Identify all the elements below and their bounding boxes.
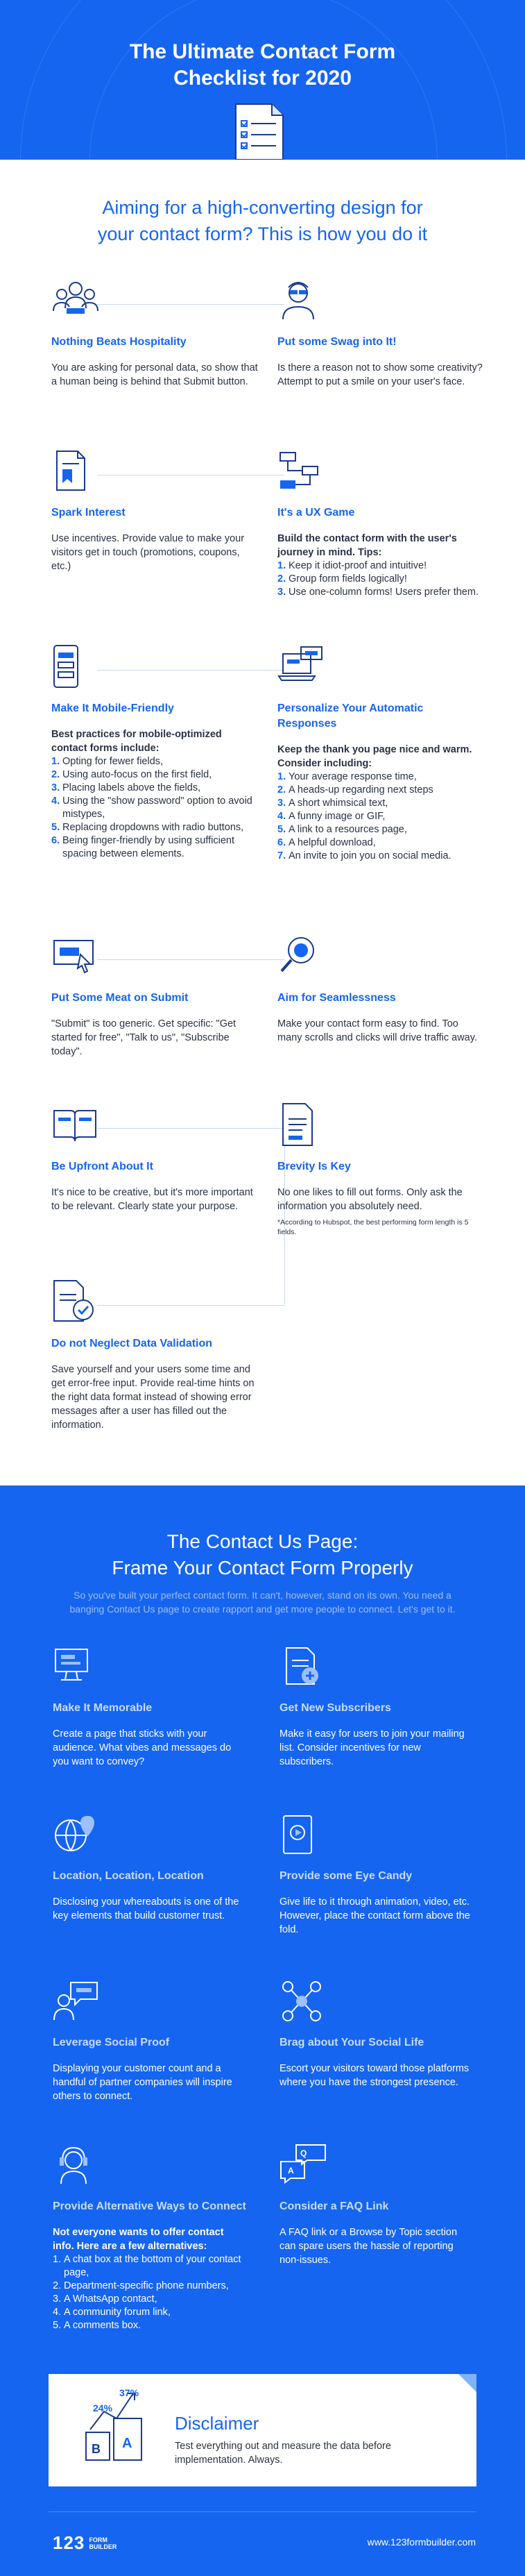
tip-text: Save yourself and your users some time and get error-free input. Provide real-time hints on the right data format instead of showing error messages after a user has filled out the information.: [51, 1364, 255, 1431]
short-document-icon: [277, 1102, 326, 1147]
tip-social: [279, 1980, 474, 2089]
tip-text: Create a page that sticks with your audience. What vibes and messages do you want to convey?: [53, 1728, 232, 1767]
list-item: 6. A helpful download,: [277, 837, 376, 848]
section-title: The Contact Us Page: Frame Your Contact Form Properly: [112, 1531, 413, 1579]
tip-title: Make It Memorable: [53, 1702, 153, 1714]
svg-text:A: A: [288, 2166, 294, 2175]
qa-bubbles-icon: [279, 2144, 328, 2187]
list-item: 2. Using auto-focus on the first field,: [51, 769, 212, 780]
tip-title: Consider a FAQ Link: [279, 2200, 389, 2212]
tip-text: It's nice to be creative, but it's more important to be relevant. Clearly state your purpose.: [51, 1187, 253, 1212]
tip-title: Provide Alternative Ways to Connect: [53, 2200, 246, 2212]
tip-text: Give life to it through animation, video, etc. However, place the contact form above the fold.: [279, 1896, 470, 1935]
monitor-icon: [53, 1645, 101, 1688]
tip-title: It's a UX Game: [277, 507, 355, 519]
tip-list: [51, 755, 259, 861]
list-item: 3. A short whimsical text,: [277, 798, 388, 809]
stat-b-label: 37%: [119, 2387, 139, 2398]
tip-proof: [53, 1980, 247, 2103]
people-group-icon: [51, 278, 100, 322]
tip-faq: [279, 2144, 474, 2267]
list-item: 4. Using the "show password" option to avoid mistypes,: [51, 795, 252, 820]
list-item: 3. A WhatsApp contact,: [53, 2293, 157, 2305]
list-item: 4. A funny image or GIF,: [277, 811, 386, 822]
list-item: 2. A heads-up regarding next steps: [277, 784, 433, 795]
magnifier-icon: [277, 934, 326, 978]
tip-seamless: [277, 934, 485, 1045]
list-item: 2. Department-specific phone numbers,: [53, 2280, 229, 2291]
tip-footnote: *According to Hubspot, the best performing form length is 5 fields.: [277, 1218, 469, 1236]
tip-title: Get New Subscribers: [279, 1702, 391, 1714]
page-title: The Ultimate Contact Form Checklist for 2020: [129, 40, 396, 90]
tip-memorable: [53, 1645, 247, 1769]
list-item: 5. A comments box.: [53, 2320, 141, 2331]
newsletter-icon: [279, 1645, 328, 1688]
tip-text: Displaying your customer count and a handful of partner companies will inspire others to connect.: [53, 2063, 232, 2102]
tip-title: Aim for Seamlessness: [277, 992, 396, 1004]
list-item: 6. Being finger-friendly by using sufficient spacing between elements.: [51, 835, 234, 859]
tip-title: Personalize Your Automatic Responses: [277, 702, 424, 730]
bookmark-document-icon: [51, 448, 100, 493]
tip-title: Provide some Eye Candy: [279, 1870, 413, 1882]
submit-form-icon: [51, 934, 100, 978]
open-book-icon: [51, 1102, 100, 1147]
tip-title: Leverage Social Proof: [53, 2037, 170, 2048]
tip-lead: Not everyone wants to offer contact info. Here are a few alternatives:: [53, 2227, 224, 2252]
list-item: 1. A chat box at the bottom of your contact page,: [53, 2254, 241, 2278]
flow-chart-icon: [277, 448, 326, 493]
mobile-phone-icon: [51, 644, 100, 689]
globe-pin-icon: [53, 1813, 101, 1856]
variant-b-label: B: [92, 2442, 101, 2456]
tip-text: No one likes to fill out forms. Only ask the information you absolutely need.: [277, 1187, 463, 1212]
tip-upfront: [51, 1102, 259, 1213]
tip-title: Make It Mobile-Friendly: [51, 702, 174, 714]
tip-location: [53, 1813, 247, 1923]
list-item: 1. Keep it idiot-proof and intuitive!: [277, 560, 427, 571]
tip-list: [277, 559, 485, 599]
validated-form-icon: [51, 1279, 100, 1324]
tip-alternatives: [53, 2144, 247, 2332]
list-item: 3. Placing labels above the fields,: [51, 782, 201, 793]
speaker-chat-icon: [53, 1980, 101, 2023]
intro-heading: Aiming for a high-converting design for your contact form? This is how you do it: [97, 197, 428, 244]
tip-text: Use incentives. Provide value to make your visitors get in touch (promotions, coupons, etc.): [51, 533, 245, 572]
tip-subscribers: [279, 1645, 474, 1769]
tip-list: [53, 2253, 247, 2332]
variant-a-label: A: [122, 2436, 132, 2451]
tip-lead: Build the contact form with the user's journey in mind. Tips:: [277, 533, 457, 558]
tip-ux: [277, 448, 485, 599]
tip-title: Put Some Meat on Submit: [51, 992, 189, 1004]
list-item: 2. Group form fields logically!: [277, 573, 407, 584]
tip-eyecandy: [279, 1813, 474, 1937]
tip-brevity: [277, 1102, 485, 1237]
tip-text: "Submit" is too generic. Get specific: "Get started for free", "Talk to us", "Subscribe today".: [51, 1018, 236, 1057]
tip-title: Location, Location, Location: [53, 1870, 204, 1882]
svg-text:Q: Q: [300, 2148, 307, 2158]
hero-banner: [0, 0, 525, 160]
brand-logo[interactable]: 123 FORM BUILDER: [53, 2532, 117, 2553]
ab-test-chart-icon: [76, 2384, 160, 2474]
tip-hospitality: [51, 278, 259, 389]
tip-list: [277, 771, 485, 863]
tip-text: Escort your visitors toward those platforms where you have the strongest presence.: [279, 2063, 470, 2088]
tip-swag: [277, 278, 485, 389]
tip-title: Brevity Is Key: [277, 1161, 351, 1172]
tip-title: Nothing Beats Hospitality: [51, 336, 187, 348]
network-icon: [279, 1980, 328, 2023]
list-item: 1. Your average response time,: [277, 771, 417, 782]
tip-lead: Keep the thank you page nice and warm. Consider including:: [277, 744, 472, 769]
tip-title: Do not Neglect Data Validation: [51, 1338, 213, 1349]
disclaimer-text: Test everything out and measure the data before implementation. Always.: [175, 2441, 391, 2466]
laptop-chat-icon: [277, 644, 326, 689]
headset-icon: [53, 2144, 101, 2187]
tip-lead: Best practices for mobile-optimized contact forms include:: [51, 729, 222, 754]
tip-title: Be Upfront About It: [51, 1161, 153, 1172]
footer-divider: [49, 2511, 476, 2512]
checklist-document-icon: [234, 103, 284, 160]
website-link[interactable]: www.123formbuilder.com: [367, 2536, 476, 2548]
tip-mobile: [51, 644, 259, 861]
tip-text: Is there a reason not to show some creativity? Attempt to put a smile on your user's face.: [277, 362, 483, 387]
tip-title: Put some Swag into It!: [277, 336, 397, 348]
list-item: 5. Replacing dropdowns with radio buttons,: [51, 822, 244, 833]
tip-text: You are asking for personal data, so show that a human being is behind that Submit button.: [51, 362, 258, 387]
tip-title: Brag about Your Social Life: [279, 2037, 424, 2048]
tip-text: Disclosing your whereabouts is one of the key elements that build customer trust.: [53, 1896, 239, 1921]
stat-a-label: 24%: [93, 2402, 113, 2414]
disclaimer-title: Disclaimer: [175, 2413, 259, 2434]
disclaimer-card: [49, 2374, 476, 2486]
tip-personalize: [277, 644, 485, 863]
tip-validation: [51, 1279, 259, 1432]
list-item: 3. Use one-column forms! Users prefer them.: [277, 587, 479, 598]
list-item: 5. A link to a resources page,: [277, 824, 407, 835]
video-tablet-icon: [279, 1813, 328, 1856]
tip-text: Make your contact form easy to find. Too many scrolls and clicks will drive traffic away.: [277, 1018, 477, 1043]
list-item: 4. A community forum link,: [53, 2307, 171, 2318]
tip-title: Spark Interest: [51, 507, 126, 519]
cool-person-icon: [277, 278, 326, 322]
tip-text: A FAQ link or a Browse by Topic section can spare users the hassle of reporting non-issues.: [279, 2227, 458, 2266]
tip-interest: [51, 448, 259, 573]
section-subtitle: So you've built your perfect contact form. It can't, however, stand on its own. You need a banging Contact Us page to create rapport and get more people to connect. Let's get to it.: [69, 1590, 456, 1615]
list-item: 1. Opting for fewer fields,: [51, 756, 164, 767]
tip-submit: [51, 934, 259, 1059]
tip-text: Make it easy for users to join your mailing list. Consider incentives for new subscribers.: [279, 1728, 465, 1767]
list-item: 7. An invite to join you on social media.: [277, 850, 451, 861]
